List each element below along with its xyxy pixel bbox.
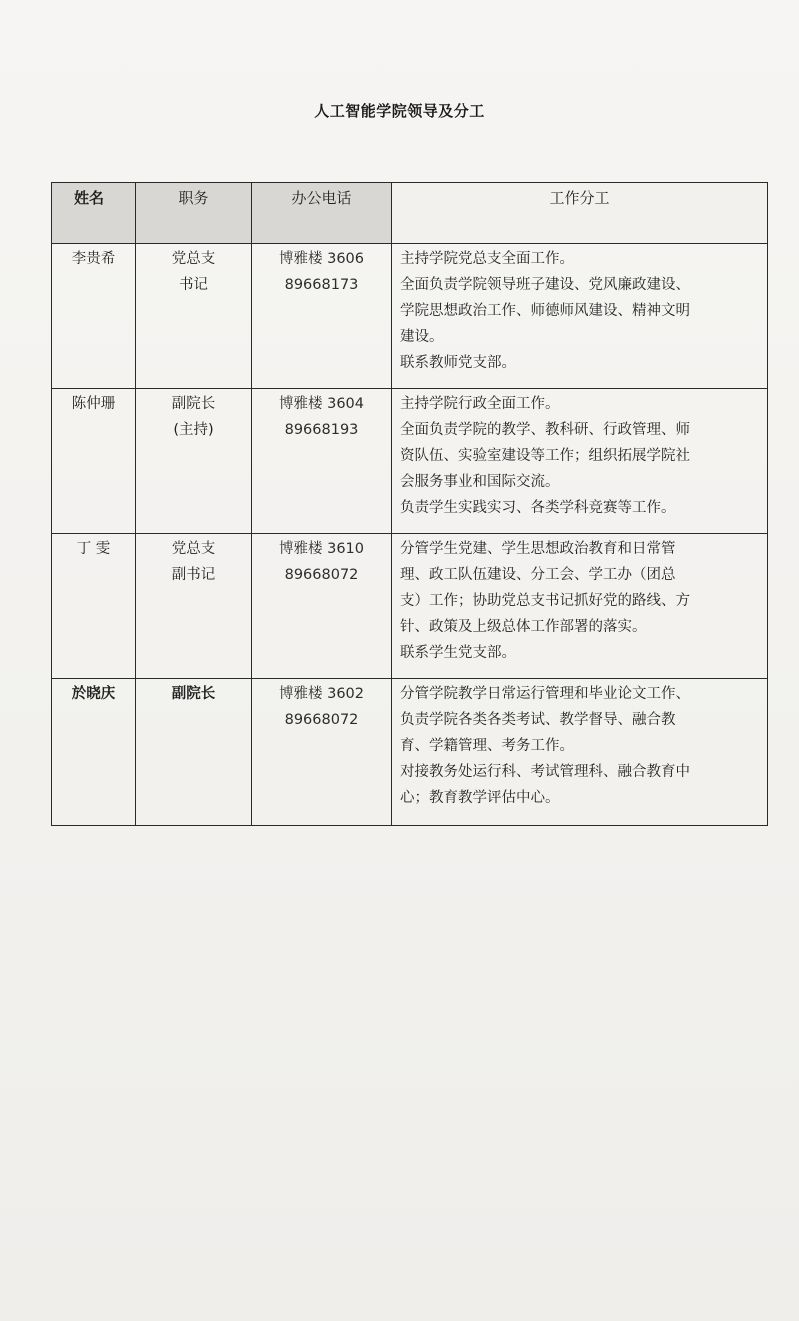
duty-line: 资队伍、实验室建设等工作；组织拓展学院社 xyxy=(400,448,690,464)
header-name: 姓名 xyxy=(52,183,136,244)
position-line: (主持) xyxy=(173,422,214,438)
table-row xyxy=(52,534,768,679)
duty-line: 负责学生实践实习、各类学科竞赛等工作。 xyxy=(400,500,676,516)
office-room: 博雅楼 3606 xyxy=(278,251,364,267)
phone-number: 89668072 xyxy=(284,567,359,583)
duty-line: 学院思想政治工作、师德师风建设、精神文明 xyxy=(400,303,690,319)
cell-phone xyxy=(252,534,392,679)
cell-position xyxy=(136,534,252,679)
office-room: 博雅楼 3604 xyxy=(278,396,364,412)
position-line: 党总支 xyxy=(171,251,216,267)
phone-number: 89668173 xyxy=(284,277,359,293)
header-position: 职务 xyxy=(136,183,252,244)
table-row xyxy=(52,244,768,389)
position-line: 副书记 xyxy=(171,567,216,583)
table-row xyxy=(52,389,768,534)
cell-duties xyxy=(392,389,768,534)
page-title: 人工智能学院领导及分工 xyxy=(314,102,485,120)
duty-line: 联系教师党支部。 xyxy=(400,355,516,371)
cell-phone xyxy=(252,244,392,389)
duty-line: 会服务事业和国际交流。 xyxy=(400,474,560,490)
table-header-row xyxy=(52,183,768,244)
position-line: 副院长 xyxy=(171,686,216,702)
duty-line: 联系学生党支部。 xyxy=(400,645,516,661)
header-phone: 办公电话 xyxy=(252,183,392,244)
duty-line: 建设。 xyxy=(400,329,444,345)
cell-position xyxy=(136,244,252,389)
position-line: 书记 xyxy=(179,277,208,293)
office-room: 博雅楼 3610 xyxy=(278,541,364,557)
cell-duties xyxy=(392,244,768,389)
position-line: 党总支 xyxy=(171,541,216,557)
duty-line: 针、政策及上级总体工作部署的落实。 xyxy=(400,619,647,635)
cell-name: 李贵希 xyxy=(52,244,136,389)
duty-line: 心；教育教学评估中心。 xyxy=(400,790,560,806)
position-line: 副院长 xyxy=(171,396,216,412)
cell-phone xyxy=(252,679,392,826)
phone-number: 89668193 xyxy=(284,422,359,438)
duty-line: 全面负责学院的教学、教科研、行政管理、师 xyxy=(400,422,690,438)
cell-duties xyxy=(392,534,768,679)
cell-name: 於晓庆 xyxy=(52,679,136,826)
duty-line: 对接教务处运行科、考试管理科、融合教育中 xyxy=(400,764,690,780)
duty-line: 分管学生党建、学生思想政治教育和日常管 xyxy=(400,541,676,557)
header-duties: 工作分工 xyxy=(392,183,768,244)
duty-line: 主持学院党总支全面工作。 xyxy=(400,251,574,267)
duty-line: 全面负责学院领导班子建设、党风廉政建设、 xyxy=(400,277,690,293)
cell-position xyxy=(136,679,252,826)
cell-name: 陈仲珊 xyxy=(52,389,136,534)
duty-line: 分管学院教学日常运行管理和毕业论文工作、 xyxy=(400,686,690,702)
phone-number: 89668072 xyxy=(284,712,359,728)
office-room: 博雅楼 3602 xyxy=(278,686,364,702)
leadership-table xyxy=(51,182,768,826)
duty-line: 主持学院行政全面工作。 xyxy=(400,396,560,412)
cell-phone xyxy=(252,389,392,534)
cell-duties xyxy=(392,679,768,826)
duty-line: 支）工作；协助党总支书记抓好党的路线、方 xyxy=(400,593,690,609)
duty-line: 育、学籍管理、考务工作。 xyxy=(400,738,574,754)
duty-line: 负责学院各类各类考试、教学督导、融合教 xyxy=(400,712,676,728)
cell-name: 丁 雯 xyxy=(52,534,136,679)
table-row xyxy=(52,679,768,826)
duty-line: 理、政工队伍建设、分工会、学工办（团总 xyxy=(400,567,676,583)
cell-position xyxy=(136,389,252,534)
